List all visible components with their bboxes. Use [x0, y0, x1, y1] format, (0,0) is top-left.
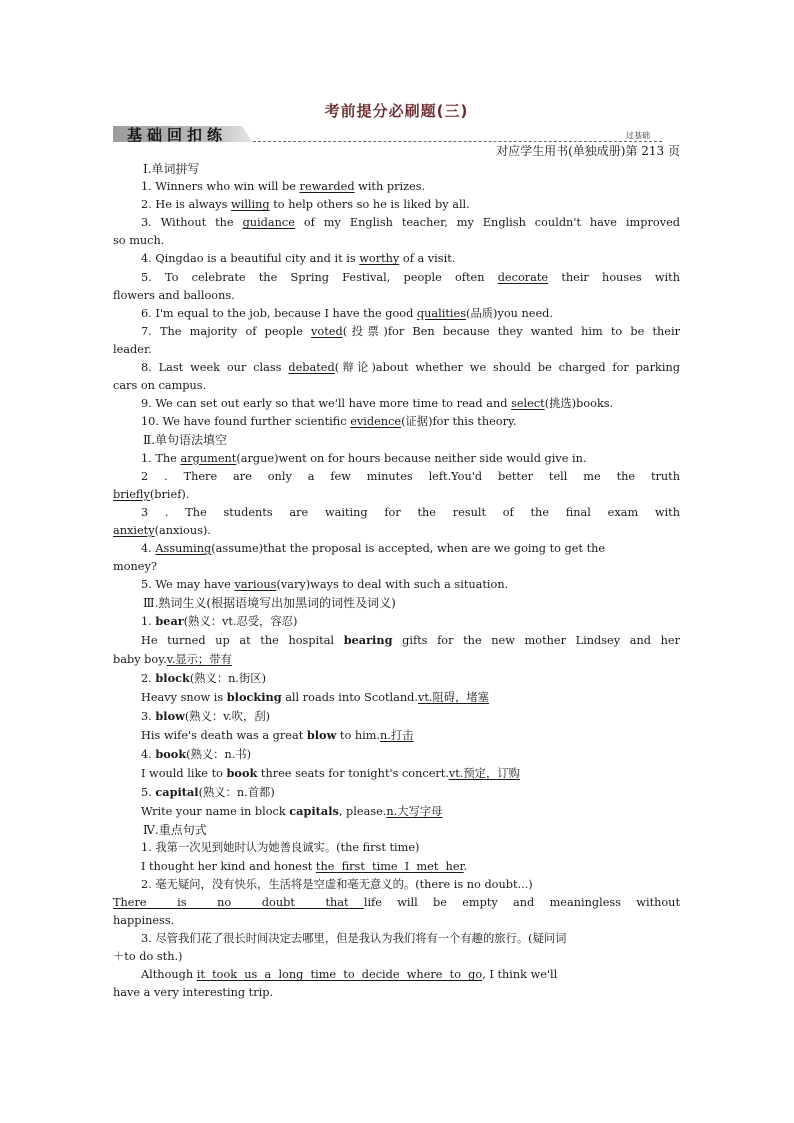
target-word: book [155, 747, 187, 761]
word-heading: 5. capital(熟义：n.首都) [141, 785, 275, 800]
spelling-item-cont: leader. [113, 342, 152, 356]
word-meaning-list [113, 612, 680, 821]
section-banner [113, 124, 680, 144]
example-sentence: Heavy snow is blocking all roads into Scotland.vt.阻碍，堵塞 [141, 689, 489, 704]
spelling-item: 6. I'm equal to the job, because I have the good qualities(品质)you need. [141, 306, 553, 320]
sentence-item-1-prompt: 1. 我第一次见到她时认为她善良诚实。(the first time) [141, 841, 420, 855]
sentence-item-3-cont: have a very interesting trip. [113, 986, 274, 1000]
spelling-item-cont: cars on campus. [113, 379, 207, 393]
context-word: capitals [289, 804, 339, 819]
sentence-item-1-answer: I thought her kind and honest the first time I met her. [141, 859, 468, 873]
answer: the first time I met her [315, 859, 464, 873]
section-heading-1: Ⅰ.单词拼写 [143, 162, 200, 176]
answer: anxiety [113, 523, 155, 537]
grammar-item-4: 4. Assuming(assume)that the proposal is accepted, when are we going to get the [141, 541, 606, 555]
target-word: blow [155, 708, 185, 723]
answer: v.显示；带有 [166, 652, 232, 666]
answer: Assuming [155, 541, 212, 555]
sentence-item-2-cont: happiness. [113, 913, 175, 927]
answer: vt.阻碍，堵塞 [417, 690, 489, 704]
answer: guidance [242, 216, 295, 230]
example-sentence-cont: baby boy.v.显示；带有 [113, 652, 232, 666]
spelling-item-cont: flowers and balloons. [113, 288, 235, 302]
context-word: blow [306, 727, 337, 742]
spelling-item: 2. He is always willing to help others so he is liked by all. [141, 198, 470, 212]
word-heading: 4. book(熟义：n.书) [141, 747, 252, 761]
spelling-item: 9. We can set out early so that we'll have more time to read and select(挑选)books. [141, 397, 614, 411]
answer: evidence [350, 415, 402, 429]
word-heading: 3. blow(熟义：v.吹，刮) [141, 708, 271, 723]
grammar-item-4-cont: money? [113, 560, 157, 574]
context-word: book [226, 766, 258, 781]
word-heading: 2. block(熟义：n.街区) [141, 670, 266, 685]
answer: n.大写字母 [386, 805, 443, 819]
answer: vt.预定，订购 [448, 767, 520, 781]
example-sentence: I would like to book three seats for tonight's concert.vt.预定，订购 [141, 766, 520, 781]
target-word: block [155, 670, 190, 685]
spelling-item: 5. To celebrate the Spring Festival, people often decorate their houses with [141, 270, 680, 284]
answer: qualities [416, 306, 467, 320]
section-heading-2: Ⅱ.单句语法填空 [143, 433, 227, 448]
sentence-item-3-prompt-cont: ＋to do sth.) [113, 950, 183, 964]
answer: worthy [359, 252, 400, 266]
answer: There is no doubt that [113, 895, 364, 909]
spelling-item: 4. Qingdao is a beautiful city and it is worthy of a visit. [141, 252, 456, 266]
answer: various [234, 578, 277, 592]
sentence-item-2-prompt: 2. 毫无疑问，没有快乐，生活将是空虚和毫无意义的。(there is no doubt...) [141, 877, 533, 891]
answer: decorate [497, 270, 549, 284]
grammar-item-1: 1. The argument(argue)went on for hours because neither side would give in. [141, 451, 587, 465]
book-reference: 对应学生用书(单独成册)第 213 页 [496, 144, 680, 158]
answer: voted [311, 324, 343, 338]
grammar-item-3-cont: anxiety(anxious). [113, 523, 211, 537]
spelling-item: 7. The majority of people voted(投票)for Ben because they wanted him to be their [141, 324, 680, 338]
answer: briefly [113, 487, 150, 501]
spelling-item: 8. Last week our class debated(辩论)about whether we should be charged for parking [141, 361, 680, 375]
grammar-item-3-line: 3 . The students are waiting for the result of the final exam with [141, 505, 680, 519]
sentence-item-3-prompt: 3. 尽管我们花了很长时间决定去哪里，但是我认为我们将有一个有趣的旅行。(疑问词 [141, 931, 567, 945]
example-sentence: His wife's death was a great blow to him.n.打击 [141, 727, 414, 742]
word-heading: 1. bear(熟义：vt.忍受，容忍) [141, 614, 298, 629]
answer: select [511, 397, 545, 411]
target-word: capital [155, 785, 199, 800]
answer: it took us a long time to decide where to go [196, 968, 483, 982]
grammar-item-5: 5. We may have various(vary)ways to deal with such a situation. [141, 578, 509, 592]
example-sentence: He turned up at the hospital bearing gifts for the new mother Lindsey and her [141, 633, 680, 648]
answer: argument [180, 451, 237, 465]
answer: debated [288, 361, 335, 375]
spelling-list [113, 178, 680, 431]
section-heading-3: Ⅲ.熟词生义(根据语境写出加黑词的词性及词义) [143, 596, 396, 611]
grammar-item-2-cont: briefly(brief). [113, 487, 190, 501]
target-word: bear [155, 614, 184, 629]
spelling-item: 3. Without the guidance of my English teacher, my English couldn't have improved [141, 216, 680, 230]
spelling-item: 1. Winners who win will be rewarded with prizes. [141, 180, 426, 194]
context-word: blocking [226, 689, 282, 704]
worksheet-page [113, 100, 680, 1002]
page-title: 考前提分必刷题(三) [324, 102, 469, 120]
spelling-item: 10. We have found further scientific evidence(证据)for this theory. [141, 415, 517, 429]
banner-label: 基础回扣练 [127, 126, 228, 144]
answer: willing [231, 198, 270, 212]
section-heading-4: Ⅳ.重点句式 [143, 823, 207, 838]
sentence-item-3-answer: Although it took us a long time to decide where to go, I think we'll [141, 968, 558, 982]
spelling-item-cont: so much. [113, 234, 165, 248]
banner-right-label: 过基础 [626, 131, 650, 140]
example-sentence: Write your name in block capitals, please.n.大写字母 [141, 804, 443, 819]
grammar-item-2-line: 2 . There are only a few minutes left.You'd better tell me the truth [141, 469, 680, 483]
banner-divider [253, 141, 662, 142]
answer: rewarded [299, 180, 355, 194]
sentence-item-2-answer: There is no doubt that life will be empty and meaningless without [113, 895, 680, 909]
answer: n.打击 [380, 728, 414, 742]
context-word: bearing [343, 633, 393, 648]
